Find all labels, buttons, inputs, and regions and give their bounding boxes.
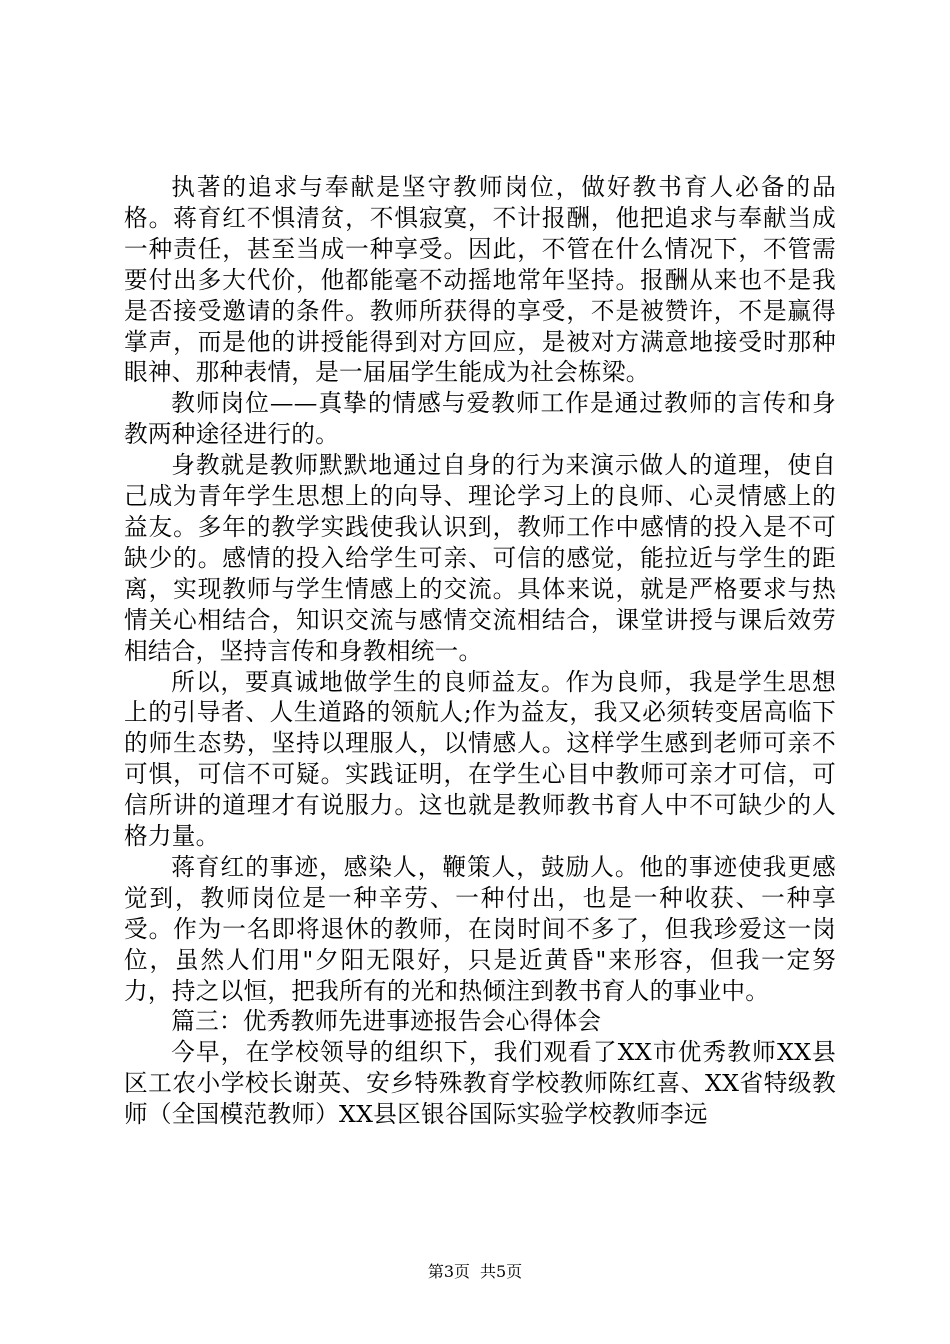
paragraph-teaching-by-example: 身教就是教师默默地通过自身的行为来演示做人的道理，使自己成为青年学生思想上的向导、理论学习上的良师、心灵情感上的益友。多年的教学实践使我认识到，教师工作中感情的投入是不可缺少的。感情的投入给学生可亲、可信的感觉，能拉近与学生的距离，实现教师与学生情感上的交流。具体来说，就是严格要求与热情关心相结合，知识交流与感情交流相结合，课堂讲授与课后效劳相结合，坚持言传和身教相统一。 [124,451,836,665]
paragraph-teacher-post: 教师岗位——真挚的情感与爱教师工作是通过教师的言传和身教两种途径进行的。 [124,389,836,449]
paragraph-inspiration: 蒋育红的事迹，感染人，鞭策人，鼓励人。他的事迹使我更感觉到，教师岗位是一种辛劳、一种付出，也是一种收获、一种享受。作为一名即将退休的教师，在岗时间不多了，但我珍爱这一岗位，虽然人们用"夕阳无限好，只是近黄昏"来形容，但我一定努力，持之以恒，把我所有的光和热倾注到教书育人的事业中。 [124,852,836,1005]
document-body [124,172,836,1130]
section-heading: 篇三：优秀教师先进事迹报告会心得体会 [171,1007,602,1036]
paragraph-report-meeting: 今早，在学校领导的组织下，我们观看了XX市优秀教师XX县区工农小学校长谢英、安乡特殊教育学校教师陈红喜、XX省特级教师（全国模范教师）XX县区银谷国际实验学校教师李远 [124,1038,836,1129]
paragraph-mentor-friend: 所以，要真诚地做学生的良师益友。作为良师，我是学生思想上的引导者、人生道路的领航人;作为益友，我又必须转变居高临下的师生态势，坚持以理服人，以情感人。这样学生感到老师可亲不可惧，可信不可疑。实践证明，在学生心目中教师可亲才可信，可信所讲的道理才有说服力。这也就是教师教书育人中不可缺少的人格力量。 [124,667,836,851]
page-number: 第3页 [427,1262,470,1281]
page-total: 共5页 [480,1262,523,1281]
paragraph-dedication: 执著的追求与奉献是坚守教师岗位，做好教书育人必备的品格。蒋育红不惧清贫，不惧寂寞，不计报酬，他把追求与奉献当成一种责任，甚至当成一种享受。因此，不管在什么情况下，不管需要付出多大代价，他都能毫不动摇地常年坚持。报酬从来也不是我是否接受邀请的条件。教师所获得的享受，不是被赞许，不是赢得掌声，而是他的讲授能得到对方回应，是被对方满意地接受时那种眼神、那种表情，是一届届学生能成为社会栋梁。 [124,173,836,387]
page-footer [0,1262,950,1282]
